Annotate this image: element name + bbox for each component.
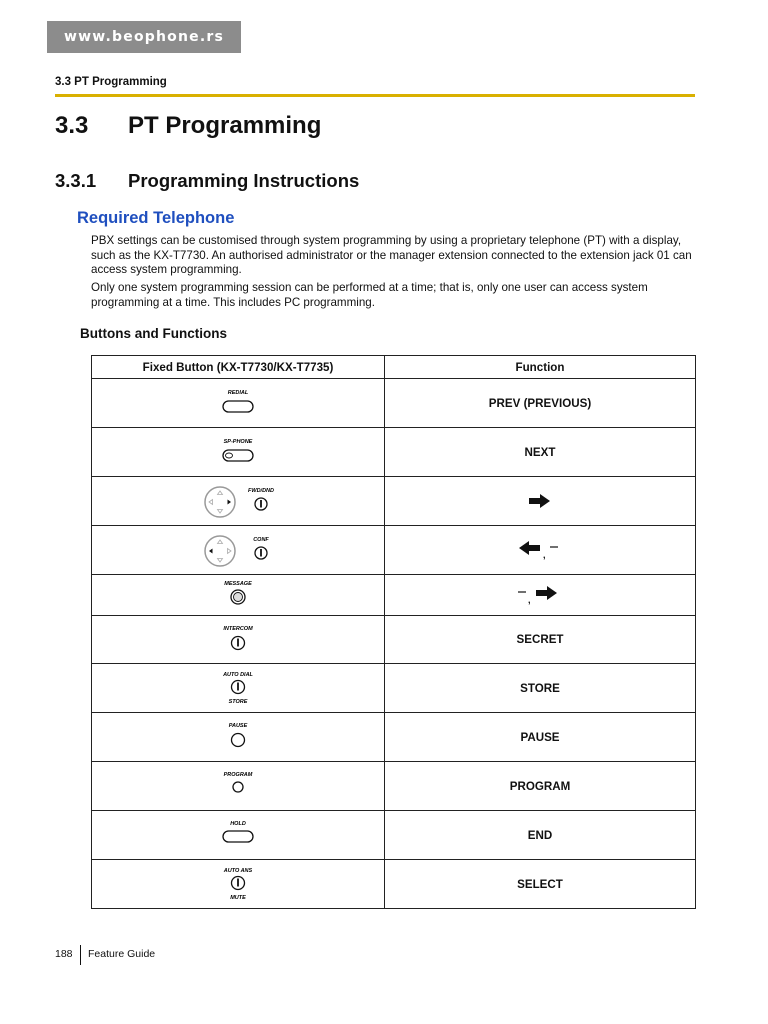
function-cell: PAUSE bbox=[385, 713, 696, 762]
svg-text:,: , bbox=[543, 550, 546, 560]
buttons-functions-heading: Buttons and Functions bbox=[80, 326, 227, 341]
navigator-right-fwd-dnd-icon bbox=[198, 481, 278, 521]
button-cell bbox=[92, 428, 385, 477]
button-label: CONF bbox=[253, 537, 269, 543]
table-row bbox=[92, 811, 696, 860]
table-row bbox=[92, 428, 696, 477]
message-button-icon bbox=[208, 577, 268, 613]
column-header-function: Function bbox=[385, 356, 696, 379]
navigator-left-conf-icon bbox=[198, 530, 278, 570]
button-label: SP-PHONE bbox=[223, 439, 253, 445]
button-label: STORE bbox=[228, 699, 248, 705]
table-row bbox=[92, 713, 696, 762]
button-cell bbox=[92, 477, 385, 526]
function-cell: STORE bbox=[385, 664, 696, 713]
buttons-table bbox=[91, 355, 696, 909]
subsection-heading bbox=[55, 170, 359, 192]
running-head: 3.3 PT Programming bbox=[55, 76, 167, 88]
button-cell bbox=[92, 575, 385, 616]
button-label: AUTO DIAL bbox=[223, 672, 253, 678]
arrow-right-icon bbox=[525, 493, 555, 509]
table-row bbox=[92, 616, 696, 664]
footer-divider bbox=[80, 945, 81, 965]
table-row bbox=[92, 575, 696, 616]
table-row bbox=[92, 379, 696, 428]
redial-button-icon bbox=[208, 383, 268, 423]
button-label: REDIAL bbox=[227, 390, 249, 396]
function-cell bbox=[385, 575, 696, 616]
button-cell bbox=[92, 664, 385, 713]
table-row bbox=[92, 860, 696, 909]
button-cell bbox=[92, 860, 385, 909]
page-number: 188 bbox=[55, 948, 73, 960]
function-cell bbox=[385, 526, 696, 575]
button-cell bbox=[92, 526, 385, 575]
function-cell: SELECT bbox=[385, 860, 696, 909]
table-row bbox=[92, 526, 696, 575]
section-number: 3.3 bbox=[55, 112, 89, 139]
button-label: AUTO ANS bbox=[223, 868, 253, 874]
watermark-url: www.beophone.rs bbox=[47, 21, 241, 53]
minus-arrow-right-icon bbox=[516, 585, 564, 605]
button-cell bbox=[92, 713, 385, 762]
section-heading bbox=[55, 112, 321, 140]
subsection-number: 3.3.1 bbox=[55, 170, 97, 191]
required-telephone-heading: Required Telephone bbox=[77, 209, 235, 227]
function-cell: END bbox=[385, 811, 696, 860]
intro-paragraph: PBX settings can be customised through system programming by using a proprietary telephone (PT) with a display, such as the KX-T7730. An authorised administrator or the manager extension connected to the extension jack 01 can access system programming. bbox=[91, 234, 692, 276]
header-rule bbox=[55, 94, 695, 97]
subsection-title: Programming Instructions bbox=[128, 170, 360, 191]
button-cell bbox=[92, 762, 385, 811]
session-paragraph: Only one system programming session can be performed at a time; that is, only one user can access system programming at a time. This includes PC programming. bbox=[91, 281, 648, 309]
arrow-left-minus-icon bbox=[516, 540, 564, 560]
table-row bbox=[92, 762, 696, 811]
button-label: FWD/DND bbox=[248, 488, 274, 494]
button-cell bbox=[92, 616, 385, 664]
function-cell: PREV (PREVIOUS) bbox=[385, 379, 696, 428]
button-cell bbox=[92, 379, 385, 428]
button-label: MESSAGE bbox=[224, 581, 252, 587]
button-label: PAUSE bbox=[228, 723, 248, 729]
sp-phone-button-icon bbox=[208, 432, 268, 472]
auto-ans-mute-button-icon bbox=[208, 864, 268, 904]
function-cell: NEXT bbox=[385, 428, 696, 477]
table-row bbox=[92, 477, 696, 526]
button-label: PROGRAM bbox=[223, 772, 253, 778]
table-header-row bbox=[92, 356, 696, 379]
pause-button-icon bbox=[208, 719, 268, 755]
function-cell: SECRET bbox=[385, 616, 696, 664]
button-label: HOLD bbox=[230, 821, 246, 827]
button-cell bbox=[92, 811, 385, 860]
program-button-icon bbox=[208, 768, 268, 804]
intercom-button-icon bbox=[208, 622, 268, 658]
svg-text:,: , bbox=[528, 595, 531, 605]
section-title: PT Programming bbox=[128, 112, 322, 139]
footer-title: Feature Guide bbox=[88, 948, 156, 960]
button-label: INTERCOM bbox=[223, 625, 253, 632]
function-cell: PROGRAM bbox=[385, 762, 696, 811]
button-label: MUTE bbox=[230, 895, 246, 901]
hold-button-icon bbox=[208, 817, 268, 853]
column-header-fixed-button: Fixed Button (KX-T7730/KX-T7735) bbox=[92, 356, 385, 379]
auto-dial-store-button-icon bbox=[208, 668, 268, 708]
table-row bbox=[92, 664, 696, 713]
function-cell bbox=[385, 477, 696, 526]
